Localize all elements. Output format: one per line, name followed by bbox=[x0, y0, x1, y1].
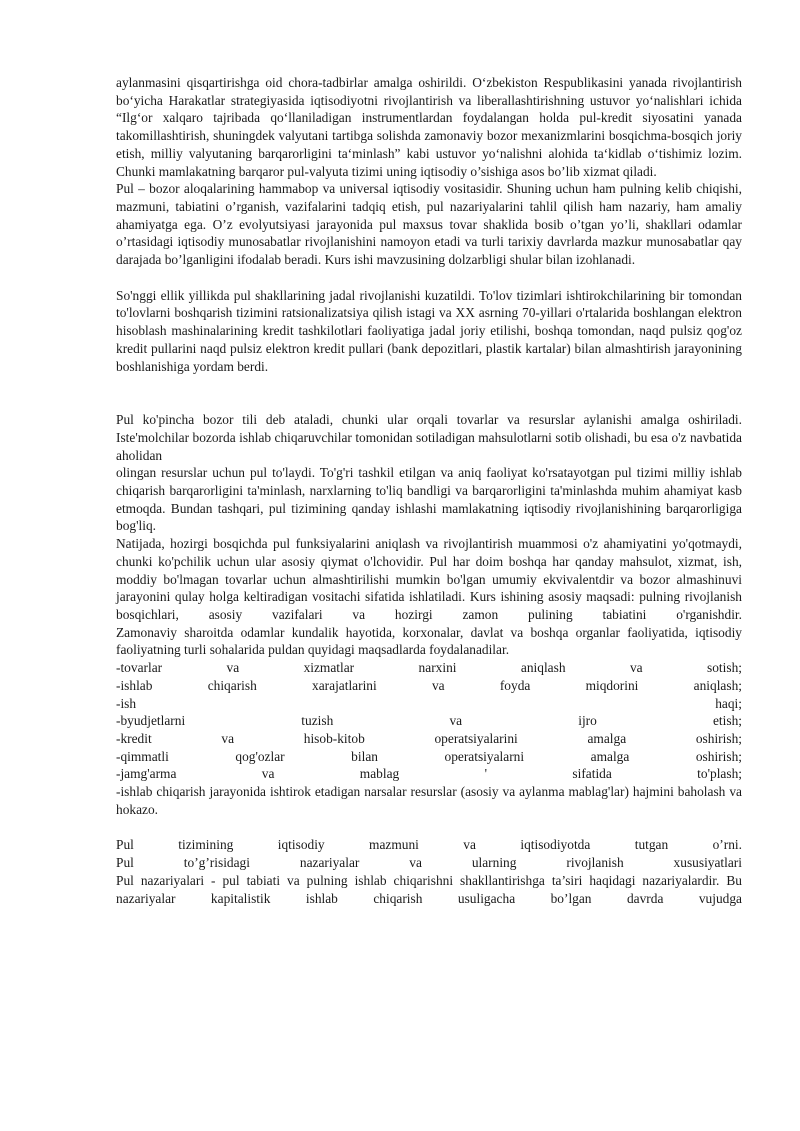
spacer bbox=[116, 818, 742, 836]
list-item: -ishlab chiqarish jarayonida ishtirok etadigan narsalar resurslar (asosiy va aylanma mablag'lar) hajmini baholash va hokazo. bbox=[116, 784, 742, 817]
paragraph-market-language: Pul ko'pincha bozor tili deb ataladi, chunki ular orqali tovarlar va resurslar aylanishi amalga oshiriladi. Iste'molchilar bozorda ishlab chiqaruvchilar tomonidan sotiladigan mahsulotlarni sotib olishadi, bu esa o'z navbatida aholidan bbox=[116, 412, 742, 463]
paragraph-money-definition: Pul – bozor aloqalarining hammabop va universal iqtisodiy vositasidir. Shuning uchun ham pulning kelib chiqishi, mazmuni, tabiatini o’rganish, vazifalarini tadqiq etish, pul nazariyalarini tahlil qilish ham nazariy, ham amaliy ahamiyatga ega. O’z evolyutsiyasi jarayonida pul maxsus tovar shaklida bosib o’tgan yo’li, shakllari odamlar o’rtasidagi iqtisodiy munosabatlar rivojlanishini namoyon etadi va turli tarixiy davrlarda mazkur munosabatlar qay darajada bo’lganligini ifodalab beradi. Kurs ishi mavzusining dolzarbligi shular bilan izohlanadi. bbox=[116, 181, 742, 268]
list-item: -qimmatli qog'ozlar bilan operatsiyalarni amalga oshirish; bbox=[116, 748, 742, 764]
paragraph-monetary-system: olingan resurslar uchun pul to'laydi. To'g'ri tashkil etilgan va aniq faoliyat ko'rsatayotgan pul tizimi milliy ishlab chiqarish barqarorligini ta'minlash, narxlarning to'liq bandligi va barqarorligini ta'minlashda muhim ahamiyat kasb etmoqda. Bundan tashqari, pul tizimining qanday ishlashi mamlakatning iqtisodiy rivojlanishining barqarorligiga bog'liq. bbox=[116, 465, 742, 534]
paragraph-money-usage: Zamonaviy sharoitda odamlar kundalik hayotida, korxonalar, davlat va boshqa organlar faoliyatida, iqtisodiy faoliyatning turli sohalarida puldan quyidagi maqsadlarda foydalanadilar. bbox=[116, 624, 742, 658]
paragraph-strategy: aylanmasini qisqartirishga oid chora-tadbirlar amalga oshirildi. O‘zbekiston Respublikasini yanada rivojlantirish bo‘yicha Harakatlar strategiyasida iqtisodiyotni rivojlantirish va liberallashtirishning ustuvor yo‘nalishlari ichida “Ilg‘or xalqaro tajribada qo‘llaniladigan instrumentlardan foydalangan holda pul-kredit siyosatini yanada takomillashtirish, shuningdek valyutani tartibga solishda zamonaviy bozor mexanizmlarini bosqichma-bosqich joriy etish, milliy valyutaning barqarorligini ta‘minlash” kabi ustuvor yo‘nalishni alohida ta‘kidlab o‘tishimiz lozim. Chunki mamlakatning barqaror pul-valyuta tizimi uning iqtisodiy o’sishiga asos bo’lib xizmat qiladi. bbox=[116, 75, 742, 179]
section-heading-money-theories: Pul to’g’risidagi nazariyalar va ularning rivojlanish xususiyatlari bbox=[116, 855, 742, 871]
paragraph-money-theories: Pul nazariyalari - pul tabiati va pulning ishlab chiqarishni shakllantirishga ta’siri haqidagi nazariyalardir. Bu nazariyalar kapitalistik ishlab chiqarish usuligacha bo’lgan davrda vujudga bbox=[116, 872, 742, 906]
list-item: -ish haqi; bbox=[116, 695, 742, 711]
section-heading-money-system: Pul tizimining iqtisodiy mazmuni va iqtisodiyotda tutgan o’rni. bbox=[116, 837, 742, 853]
document-page bbox=[116, 74, 742, 907]
paragraph-money-forms: So'nggi ellik yillikda pul shakllarining jadal rivojlanishi kuzatildi. To'lov tizimlari ishtirokchilarining bir tomondan to'lovlarni boshqarish tizimini ratsionalizatsiya qilish istagi va XX asrning 70-yillari o'rtalarida boshlangan elektron hisoblash mashinalarining kredit tashkilotlari faoliyatiga jadal joriy etilishi, boshqa tomondan, naqd pulsiz qog'oz kredit pullarini naqd pulsiz elektron kredit pullari (bank depozitlari, plastik kartalar) bilan almashtirish jarayonining boshlanishiga yordam berdi. bbox=[116, 287, 742, 374]
spacer bbox=[116, 269, 742, 287]
list-item: -byudjetlarni tuzish va ijro etish; bbox=[116, 713, 742, 729]
spacer bbox=[116, 375, 742, 411]
paragraph-money-functions: Natijada, hozirgi bosqichda pul funksiyalarini aniqlash va rivojlantirish muammosi o'z ahamiyatini yo'qotmaydi, chunki ko'pchilik uchun ular asosiy qiymat o'lchovidir. Pul har doim boshqa har qanday mahsulot, xizmat, ish, moddiy bo'lmagan tovarlar uchun almashtirilishi mumkin bo'lgan umumiy ekvivalentdir va bozor almashinuvi jarayonini qulay holga keltiradigan vositachi sifatida ishlatiladi. Kurs ishining asosiy maqsadi: pulning rivojlanish bosqichlari, asosiy vazifalari va hozirgi zamon pulining tabiatini o'rganishdir. bbox=[116, 536, 742, 622]
list-item: -tovarlar va xizmatlar narxini aniqlash va sotish; bbox=[116, 660, 742, 676]
list-item: -jamg'arma va mablag ' sifatida to'plash; bbox=[116, 766, 742, 782]
list-item: -kredit va hisob-kitob operatsiyalarini amalga oshirish; bbox=[116, 730, 742, 746]
list-item: -ishlab chiqarish xarajatlarini va foyda miqdorini aniqlash; bbox=[116, 677, 742, 693]
